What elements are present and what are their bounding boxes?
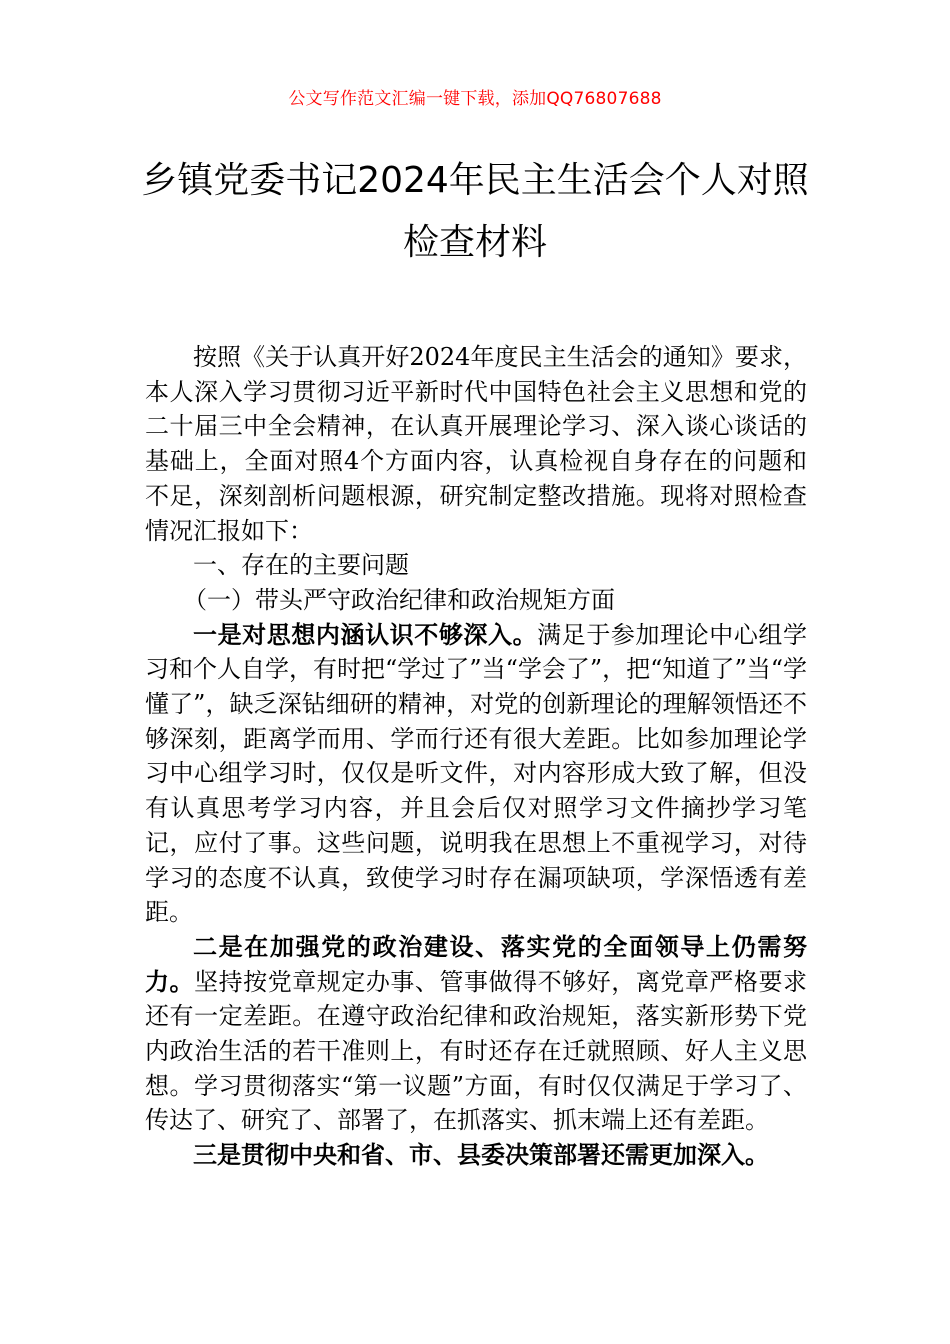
- point-text-2: 坚持按党章规定办事、管事做得不够好，离党章严格要求还有一定差距。在遵守政治纪律和政治规矩，落实新形势下党内政治生活的若干准则上，有时还存在迁就照顾、好人主义思想。学习贯彻落实“第一议题”方面，有时仅仅满足于学习了、传达了、研究了、部署了，在抓落实、抓末端上还有差距。: [145, 967, 807, 1135]
- page-title: [120, 150, 830, 274]
- point-paragraph-1: [145, 618, 807, 930]
- title-line-2: 检查材料: [402, 222, 547, 263]
- point-lead-1: 一是对思想内涵认识不够深入。: [193, 619, 538, 649]
- point-paragraph-2: [145, 930, 807, 1138]
- document-body: [145, 340, 807, 1173]
- point-text-1: 满足于参加理论中心组学习和个人自学，有时把“学过了”当“学会了”，把“知道了”当“学懂了”，缺乏深钻细研的精神，对党的创新理论的理解领悟还不够深刻，距离学而用、学而行还有很大差距。比如参加理论学习中心组学习时，仅仅是听文件，对内容形成大致了解，但没有认真思考学习内容，并且会后仅对照学习文件摘抄学习笔记，应付了事。这些问题，说明我在思想上不重视学习，对待学习的态度不认真，致使学习时存在漏项缺项，学深悟透有差距。: [145, 620, 808, 927]
- section-heading: 一、存在的主要问题: [193, 551, 409, 580]
- subsection-heading: （一）带头严守政治纪律和政治规矩方面: [183, 585, 615, 614]
- point-paragraph-3: [145, 1138, 807, 1173]
- title-line-1: 乡镇党委书记2024年民主生活会个人对照: [141, 160, 809, 201]
- intro-paragraph: 按照《关于认真开好2024年度民主生活会的通知》要求，本人深入学习贯彻习近平新时代中国特色社会主义思想和党的二十届三中全会精神，在认真开展理论学习、深入谈心谈话的基础上，全面对照4个方面内容，认真检视自身存在的问题和不足，深刻剖析问题根源，研究制定整改措施。现将对照检查情况汇报如下：: [145, 343, 807, 545]
- watermark-text: 公文写作范文汇编一键下载，添加QQ76807688: [288, 89, 662, 109]
- point-lead-2: 二是在加强党的政治建设、落实党的全面领导上仍需努力。: [145, 931, 807, 996]
- point-lead-3: 三是贯彻中央和省、市、县委决策部署还需更加深入。: [193, 1140, 769, 1170]
